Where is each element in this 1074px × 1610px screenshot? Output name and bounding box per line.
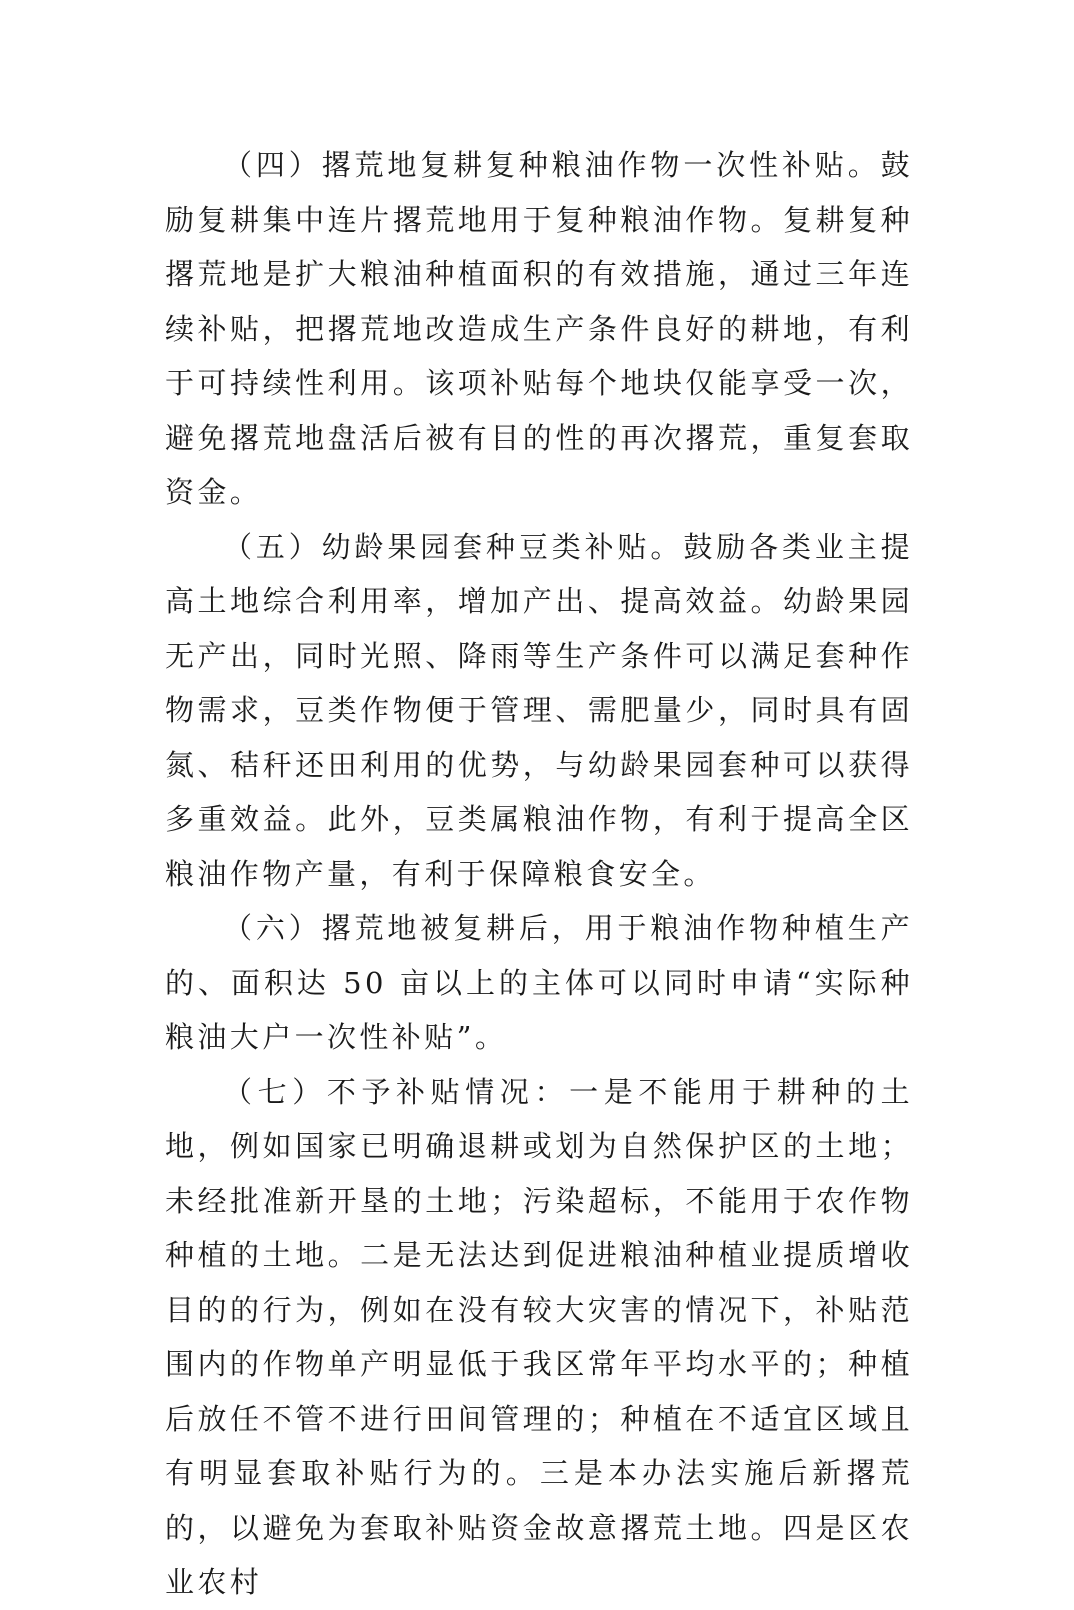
document-body <box>165 138 913 1610</box>
paragraph-7-no-subsidy-cases: （七）不予补贴情况：一是不能用于耕种的土地，例如国家已明确退耕或划为自然保护区的土地；未经批准新开垦的土地；污染超标，不能用于农作物种植的土地。二是无法达到促进粮油种植业提质增收目的的行为，例如在没有较大灾害的情况下，补贴范围内的作物单产明显低于我区常年平均水平的；种植后放任不管不进行田间管理的；种植在不适宜区域且有明显套取补贴行为的。三是本办法实施后新撂荒的，以避免为套取补贴资金故意撂荒土地。四是区农业农村 <box>165 1074 913 1599</box>
paragraph-6-large-grower-subsidy: （六）撂荒地被复耕后，用于粮油作物种植生产的、面积达 50 亩以上的主体可以同时申请“实际种粮油大户一次性补贴”。 <box>165 911 913 1054</box>
paragraph-4-fallow-land-subsidy: （四）撂荒地复耕复种粮油作物一次性补贴。鼓励复耕集中连片撂荒地用于复种粮油作物。复耕复种撂荒地是扩大粮油种植面积的有效措施，通过三年连续补贴，把撂荒地改造成生产条件良好的耕地，有利于可持续性利用。该项补贴每个地块仅能享受一次，避免撂荒地盘活后被有目的性的再次撂荒，重复套取资金。 <box>165 148 913 509</box>
paragraph-5-orchard-intercropping-subsidy: （五）幼龄果园套种豆类补贴。鼓励各类业主提高土地综合利用率，增加产出、提高效益。幼龄果园无产出，同时光照、降雨等生产条件可以满足套种作物需求，豆类作物便于管理、需肥量少，同时具有固氮、秸秆还田利用的优势，与幼龄果园套种可以获得多重效益。此外，豆类属粮油作物，有利于提高全区粮油作物产量，有利于保障粮食安全。 <box>165 529 913 891</box>
